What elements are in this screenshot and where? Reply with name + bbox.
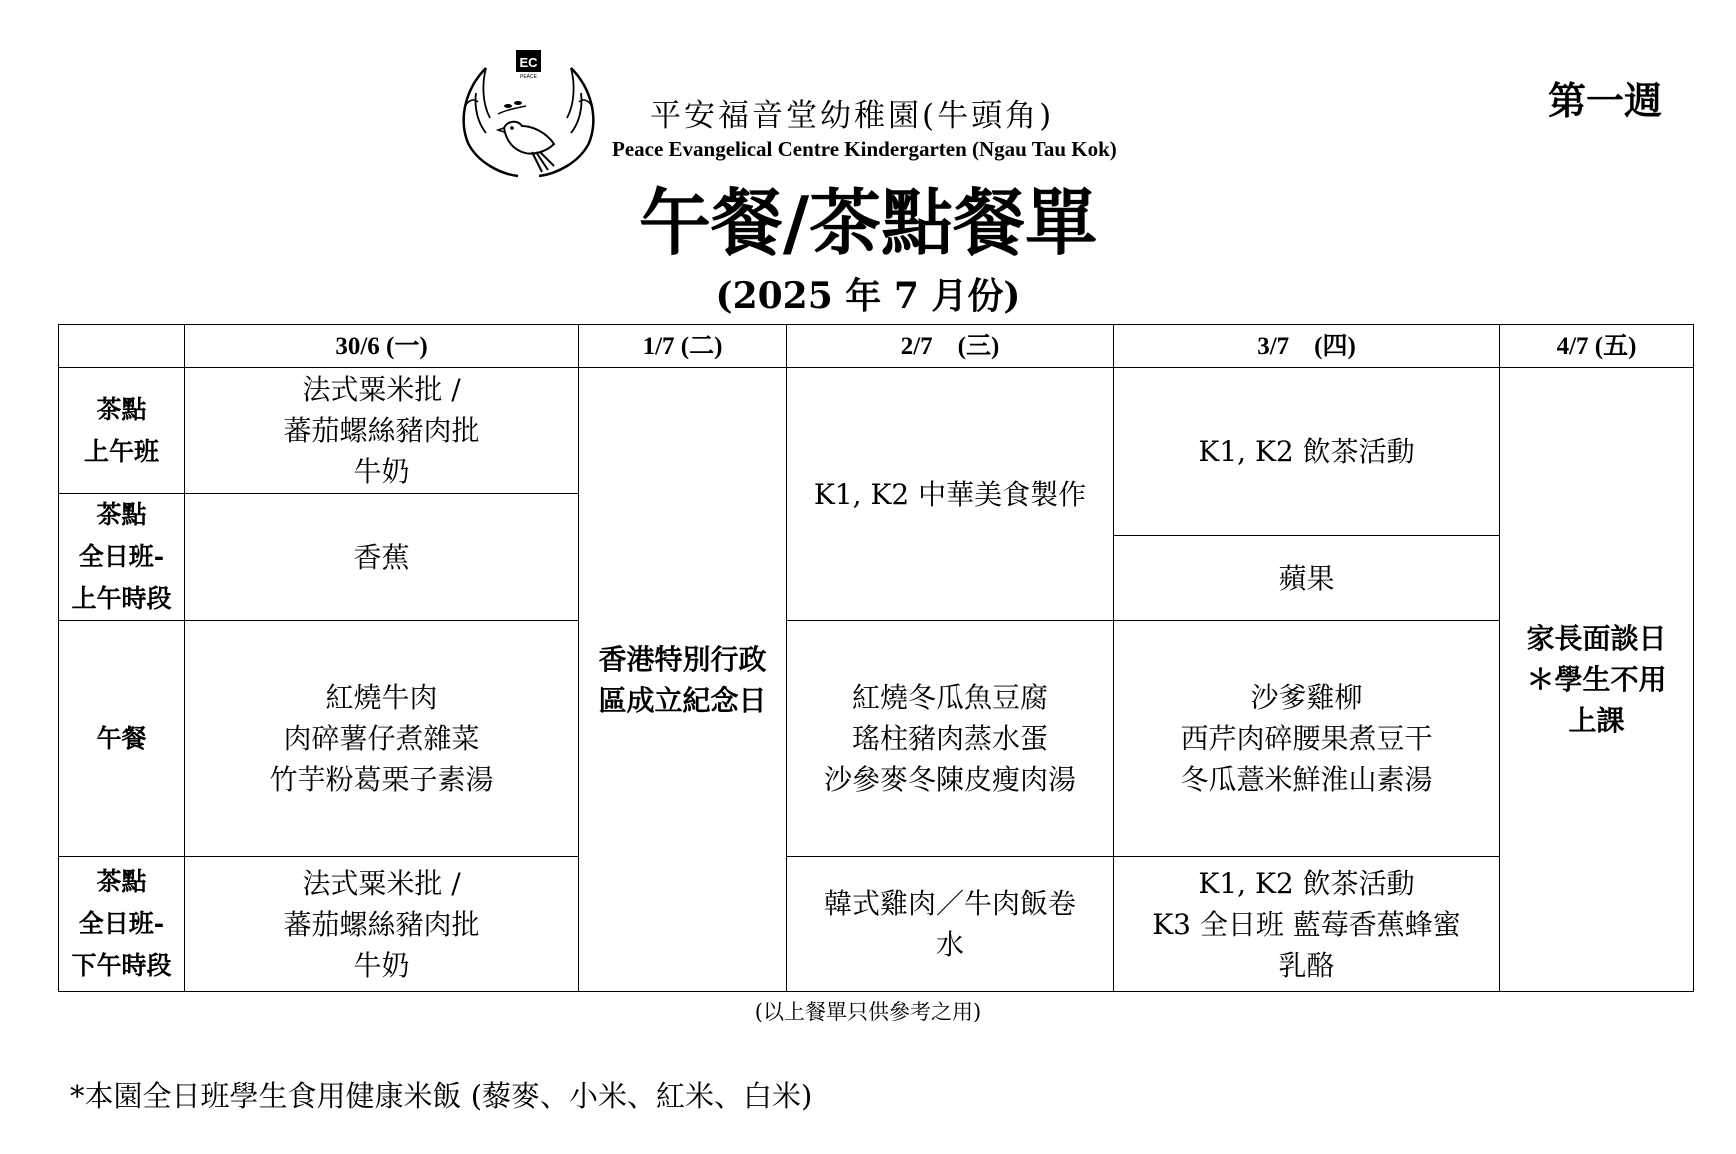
week-label: 第一週 — [1548, 78, 1663, 123]
rice-footnote: *本園全日班學生食用健康米飯 (藜麥、小米、紅米、白米) — [70, 1079, 813, 1113]
school-name-en: Peace Evangelical Centre Kindergarten (Ngau Tau Kok) — [612, 137, 1117, 161]
row-label-lunch: 午餐 — [59, 621, 185, 857]
day-header-fri: 4/7 (五) — [1500, 325, 1694, 368]
school-logo — [456, 48, 601, 183]
mon-fd-pm-snack: 法式粟米批 / 蕃茄螺絲豬肉批 牛奶 — [185, 857, 579, 992]
table-row — [59, 368, 1694, 452]
mon-am-snack: 法式粟米批 / 蕃茄螺絲豬肉批 牛奶 — [185, 368, 579, 494]
page-subtitle: (2025 年 7 月份) — [715, 275, 1021, 317]
corner-cell — [59, 325, 185, 368]
wed-snack-activity: K1, K2 中華美食製作 — [787, 368, 1114, 621]
svg-text:PEACE: PEACE — [520, 74, 537, 80]
page-title: 午餐/茶點餐單 — [638, 180, 1098, 265]
table-row — [59, 621, 1694, 857]
mon-fd-am-snack: 香蕉 — [185, 494, 579, 621]
menu-table — [58, 324, 1694, 992]
school-name-cn: 平安福音堂幼稚園(牛頭角) — [650, 98, 1055, 134]
thu-lunch: 沙爹雞柳 西芹肉碎腰果煮豆干 冬瓜薏米鮮淮山素湯 — [1114, 621, 1500, 857]
day-header-thu: 3/7 (四) — [1114, 325, 1500, 368]
wed-fd-pm-snack: 韓式雞肉／牛肉飯卷 水 — [787, 857, 1114, 992]
thu-fd-am-snack: 蘋果 — [1114, 536, 1500, 621]
svg-text:EC: EC — [519, 55, 538, 70]
reference-note: (以上餐單只供參考之用) — [754, 1000, 982, 1024]
thu-am-activity: K1, K2 飲茶活動 — [1114, 368, 1500, 536]
table-row — [59, 857, 1694, 992]
mon-lunch: 紅燒牛肉 肉碎薯仔煮雜菜 竹芋粉葛栗子素湯 — [185, 621, 579, 857]
tue-holiday: 香港特別行政 區成立紀念日 — [579, 368, 787, 992]
thu-fd-pm-snack: K1, K2 飲茶活動 K3 全日班 藍莓香蕉蜂蜜 乳酪 — [1114, 857, 1500, 992]
day-header-tue: 1/7 (二) — [579, 325, 787, 368]
row-label-am-snack: 茶點 上午班 — [59, 368, 185, 494]
row-label-fd-am-snack: 茶點 全日班- 上午時段 — [59, 494, 185, 621]
wed-lunch: 紅燒冬瓜魚豆腐 瑤柱豬肉蒸水蛋 沙參麥冬陳皮瘦肉湯 — [787, 621, 1114, 857]
day-header-mon: 30/6 (一) — [185, 325, 579, 368]
row-label-fd-pm-snack: 茶點 全日班- 下午時段 — [59, 857, 185, 992]
day-header-wed: 2/7 (三) — [787, 325, 1114, 368]
fri-notice: 家長面談日 ＊學生不用 上課 — [1500, 368, 1694, 992]
header-row — [59, 325, 1694, 368]
